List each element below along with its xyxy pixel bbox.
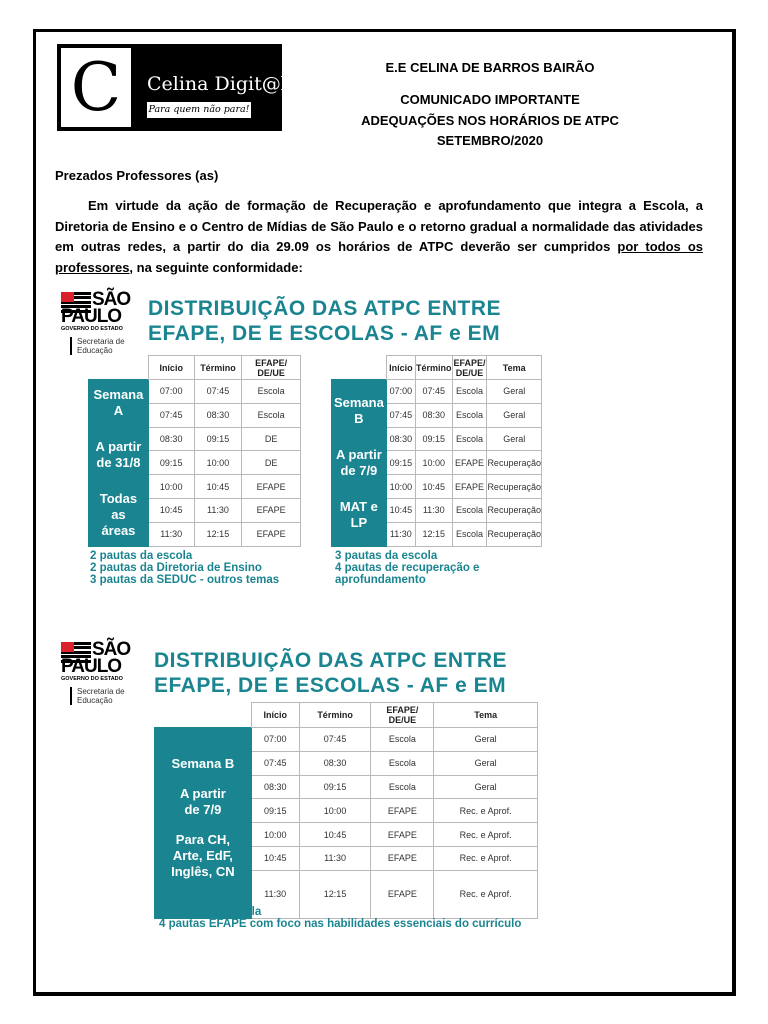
badge-sao: SÃO <box>92 289 131 310</box>
sao-paulo-badge <box>61 290 141 360</box>
label-line: A partir <box>95 438 142 454</box>
note-line: 3 pautas da SEDUC - outros temas <box>90 574 280 586</box>
paragraph-underlined: por todos os professores <box>55 239 703 275</box>
cell-place: Escola <box>452 380 487 404</box>
cell-theme: Rec. e Aprof. <box>434 799 538 823</box>
cell-place: Escola <box>371 728 434 752</box>
table-week-b-other-areas <box>154 702 538 919</box>
cell-start: 09:15 <box>386 451 415 475</box>
cell-end: 08:30 <box>416 403 453 427</box>
cell-place: EFAPE <box>242 475 301 499</box>
cell-end: 10:45 <box>416 475 453 499</box>
cell-start: 08:30 <box>148 427 194 451</box>
label-line: Arte, EdF, <box>172 847 233 863</box>
title-line-1: DISTRIBUIÇÃO DAS ATPC ENTRE <box>154 649 508 672</box>
celina-digital-logo <box>57 44 287 131</box>
cell-end: 09:15 <box>299 775 371 799</box>
badge-paulo: PAULO <box>61 656 122 677</box>
week-label <box>155 728 252 919</box>
logo-letter: C <box>61 48 131 127</box>
cell-end: 09:15 <box>194 427 242 451</box>
badge-sec-line2: Educação <box>77 696 113 705</box>
label-line: áreas <box>101 522 136 538</box>
cell-place: EFAPE <box>452 451 487 475</box>
label-line: Todas <box>99 490 138 506</box>
header-efape: EFAPE/ DE/UE <box>453 357 486 378</box>
table-week-a <box>88 355 301 547</box>
label-line: Semana B <box>171 755 235 771</box>
cell-end: 08:30 <box>299 751 371 775</box>
cell-start: 07:45 <box>148 403 194 427</box>
cell-end: 11:30 <box>194 498 242 522</box>
notice-title: COMUNICADO IMPORTANTE <box>400 92 580 107</box>
header-inicio: Início <box>386 356 415 380</box>
cell-theme: Rec. e Aprof. <box>434 846 538 870</box>
header-termino: Término <box>299 703 371 728</box>
notes-week-b <box>335 550 479 586</box>
paragraph-text: Em virtude da ação de formação de Recuperação e aprofundamento que integra a Escola, a Diretoria de Ensino e o Centro de Mídias de São Paulo e o retorno gradual a normalidade das atividades em outras redes, a partir do dia 29.09 os horários de ATPC deverão ser cumpridos <box>55 198 703 254</box>
cell-start: 10:00 <box>251 823 299 847</box>
body-paragraph <box>55 196 703 278</box>
cell-end: 11:30 <box>299 846 371 870</box>
cell-theme: Rec. e Aprof. <box>434 870 538 918</box>
cell-place: Escola <box>452 427 487 451</box>
label-line: Semana <box>333 394 384 410</box>
badge-secretaria <box>70 687 125 705</box>
cell-start: 11:30 <box>148 522 194 546</box>
table-row <box>155 728 538 752</box>
badge-gov: GOVERNO DO ESTADO <box>61 676 123 682</box>
notice-date: SETEMBRO/2020 <box>436 133 544 148</box>
header-termino: Término <box>194 356 242 380</box>
label-line: A <box>113 402 124 418</box>
logo-name: Celina Digit@l <box>147 73 287 95</box>
cell-place: Escola <box>242 380 301 404</box>
cell-start: 07:00 <box>386 380 415 404</box>
cell-place: Escola <box>452 498 487 522</box>
cell-place: EFAPE <box>452 475 487 499</box>
label-line: Para CH, <box>175 831 230 847</box>
cell-end: 12:15 <box>416 522 453 546</box>
cell-start: 08:30 <box>386 427 415 451</box>
header-efape: EFAPE/ DE/UE <box>371 703 434 728</box>
cell-start: 10:45 <box>386 498 415 522</box>
cell-start: 07:45 <box>386 403 415 427</box>
badge-paulo: PAULO <box>61 306 122 327</box>
cell-end: 12:15 <box>194 522 242 546</box>
cell-place: Escola <box>452 522 487 546</box>
cell-theme: Recuperação <box>487 451 542 475</box>
cell-end: 10:45 <box>299 823 371 847</box>
week-label <box>89 380 149 547</box>
header-inicio: Início <box>148 356 194 380</box>
cell-start: 10:45 <box>148 498 194 522</box>
label-line: B <box>354 410 364 426</box>
cell-theme: Geral <box>434 728 538 752</box>
cell-place: EFAPE <box>242 522 301 546</box>
notice-subject: ADEQUAÇÕES NOS HORÁRIOS DE ATPC <box>361 113 619 128</box>
note-line: 3 pautas da escola <box>159 906 262 918</box>
label-line: MAT e <box>339 498 378 514</box>
cell-place: Escola <box>371 775 434 799</box>
table-corner <box>89 356 149 380</box>
cell-theme: Rec. e Aprof. <box>434 823 538 847</box>
cell-end: 07:45 <box>416 380 453 404</box>
header-tema: Tema <box>487 356 542 380</box>
table-week-b <box>331 355 542 547</box>
cell-start: 11:30 <box>386 522 415 546</box>
cell-theme: Recuperação <box>487 498 542 522</box>
section-title-2 <box>154 648 507 698</box>
label-line: A partir <box>180 785 226 801</box>
section-title-1 <box>148 296 501 346</box>
cell-theme: Geral <box>487 403 542 427</box>
note-line: 2 pautas da Diretoria de Ensino <box>90 562 262 574</box>
cell-start: 07:45 <box>251 751 299 775</box>
badge-secretaria <box>70 337 125 355</box>
cell-place: Escola <box>242 403 301 427</box>
note-line: 2 pautas da escola <box>90 550 193 562</box>
cell-start: 07:00 <box>148 380 194 404</box>
cell-start: 09:15 <box>251 799 299 823</box>
cell-place: EFAPE <box>371 870 434 918</box>
cell-theme: Recuperação <box>487 475 542 499</box>
cell-start: 09:15 <box>148 451 194 475</box>
table-row <box>89 380 301 404</box>
note-line: 4 pautas EFAPE com foco nas habilidades essenciais do currículo <box>159 918 522 930</box>
table-corner <box>155 703 252 728</box>
cell-place: EFAPE <box>371 846 434 870</box>
cell-start: 08:30 <box>251 775 299 799</box>
cell-start: 10:00 <box>148 475 194 499</box>
cell-end: 07:45 <box>299 728 371 752</box>
cell-place: Escola <box>452 403 487 427</box>
badge-gov: GOVERNO DO ESTADO <box>61 326 123 332</box>
cell-end: 10:00 <box>194 451 242 475</box>
label-line: as <box>111 506 126 522</box>
header-efape: EFAPE/ DE/UE <box>242 356 301 380</box>
cell-end: 10:00 <box>299 799 371 823</box>
title-line-1: DISTRIBUIÇÃO DAS ATPC ENTRE <box>148 297 502 320</box>
cell-place: Escola <box>371 751 434 775</box>
cell-theme: Geral <box>487 427 542 451</box>
label-line: A partir <box>336 446 382 462</box>
label-line: LP <box>350 514 368 530</box>
week-label <box>332 380 387 547</box>
notes-week-a <box>90 550 279 586</box>
label-line: Inglês, CN <box>171 863 235 879</box>
logo-slogan: Para quem não para! <box>147 102 251 118</box>
cell-end: 09:15 <box>416 427 453 451</box>
cell-start: 10:45 <box>251 846 299 870</box>
title-line-2: EFAPE, DE E ESCOLAS - AF e EM <box>154 674 507 697</box>
label-line: de 7/9 <box>184 801 222 817</box>
paragraph-end: , na seguinte conformidade: <box>129 259 303 275</box>
cell-end: 10:00 <box>416 451 453 475</box>
cell-end: 07:45 <box>194 380 242 404</box>
cell-place: DE <box>242 427 301 451</box>
notes-week-b-other-areas <box>159 906 521 930</box>
title-line-2: EFAPE, DE E ESCOLAS - AF e EM <box>148 322 501 345</box>
cell-start: 11:30 <box>251 870 299 918</box>
table-row <box>332 380 542 404</box>
cell-end: 12:15 <box>299 870 371 918</box>
badge-sec-line1: Secretaria de <box>77 337 125 346</box>
cell-theme: Geral <box>434 775 538 799</box>
label-line: de 7/9 <box>340 462 378 478</box>
note-line: 3 pautas da escola <box>335 550 438 562</box>
cell-place: EFAPE <box>242 498 301 522</box>
greeting: Prezados Professores (as) <box>55 168 219 183</box>
header-tema: Tema <box>434 703 538 728</box>
school-name: E.E CELINA DE BARROS BAIRÃO <box>385 60 595 75</box>
table-corner <box>332 356 387 380</box>
header-termino: Término <box>416 356 453 380</box>
note-line: aprofundamento <box>335 574 426 586</box>
cell-start: 07:00 <box>251 728 299 752</box>
badge-sao: SÃO <box>92 639 131 660</box>
cell-theme: Geral <box>487 380 542 404</box>
badge-sec-line1: Secretaria de <box>77 687 125 696</box>
cell-place: EFAPE <box>371 823 434 847</box>
label-line: de 31/8 <box>96 454 141 470</box>
cell-theme: Geral <box>434 751 538 775</box>
badge-sec-line2: Educação <box>77 346 113 355</box>
label-line: Semana <box>93 386 144 402</box>
cell-start: 10:00 <box>386 475 415 499</box>
sao-paulo-badge-2 <box>61 640 141 710</box>
header-inicio: Início <box>251 703 299 728</box>
cell-place: EFAPE <box>371 799 434 823</box>
cell-end: 10:45 <box>194 475 242 499</box>
cell-place: DE <box>242 451 301 475</box>
cell-end: 08:30 <box>194 403 242 427</box>
note-line: 4 pautas de recuperação e <box>335 562 480 574</box>
cell-end: 11:30 <box>416 498 453 522</box>
cell-theme: Recuperação <box>487 522 542 546</box>
